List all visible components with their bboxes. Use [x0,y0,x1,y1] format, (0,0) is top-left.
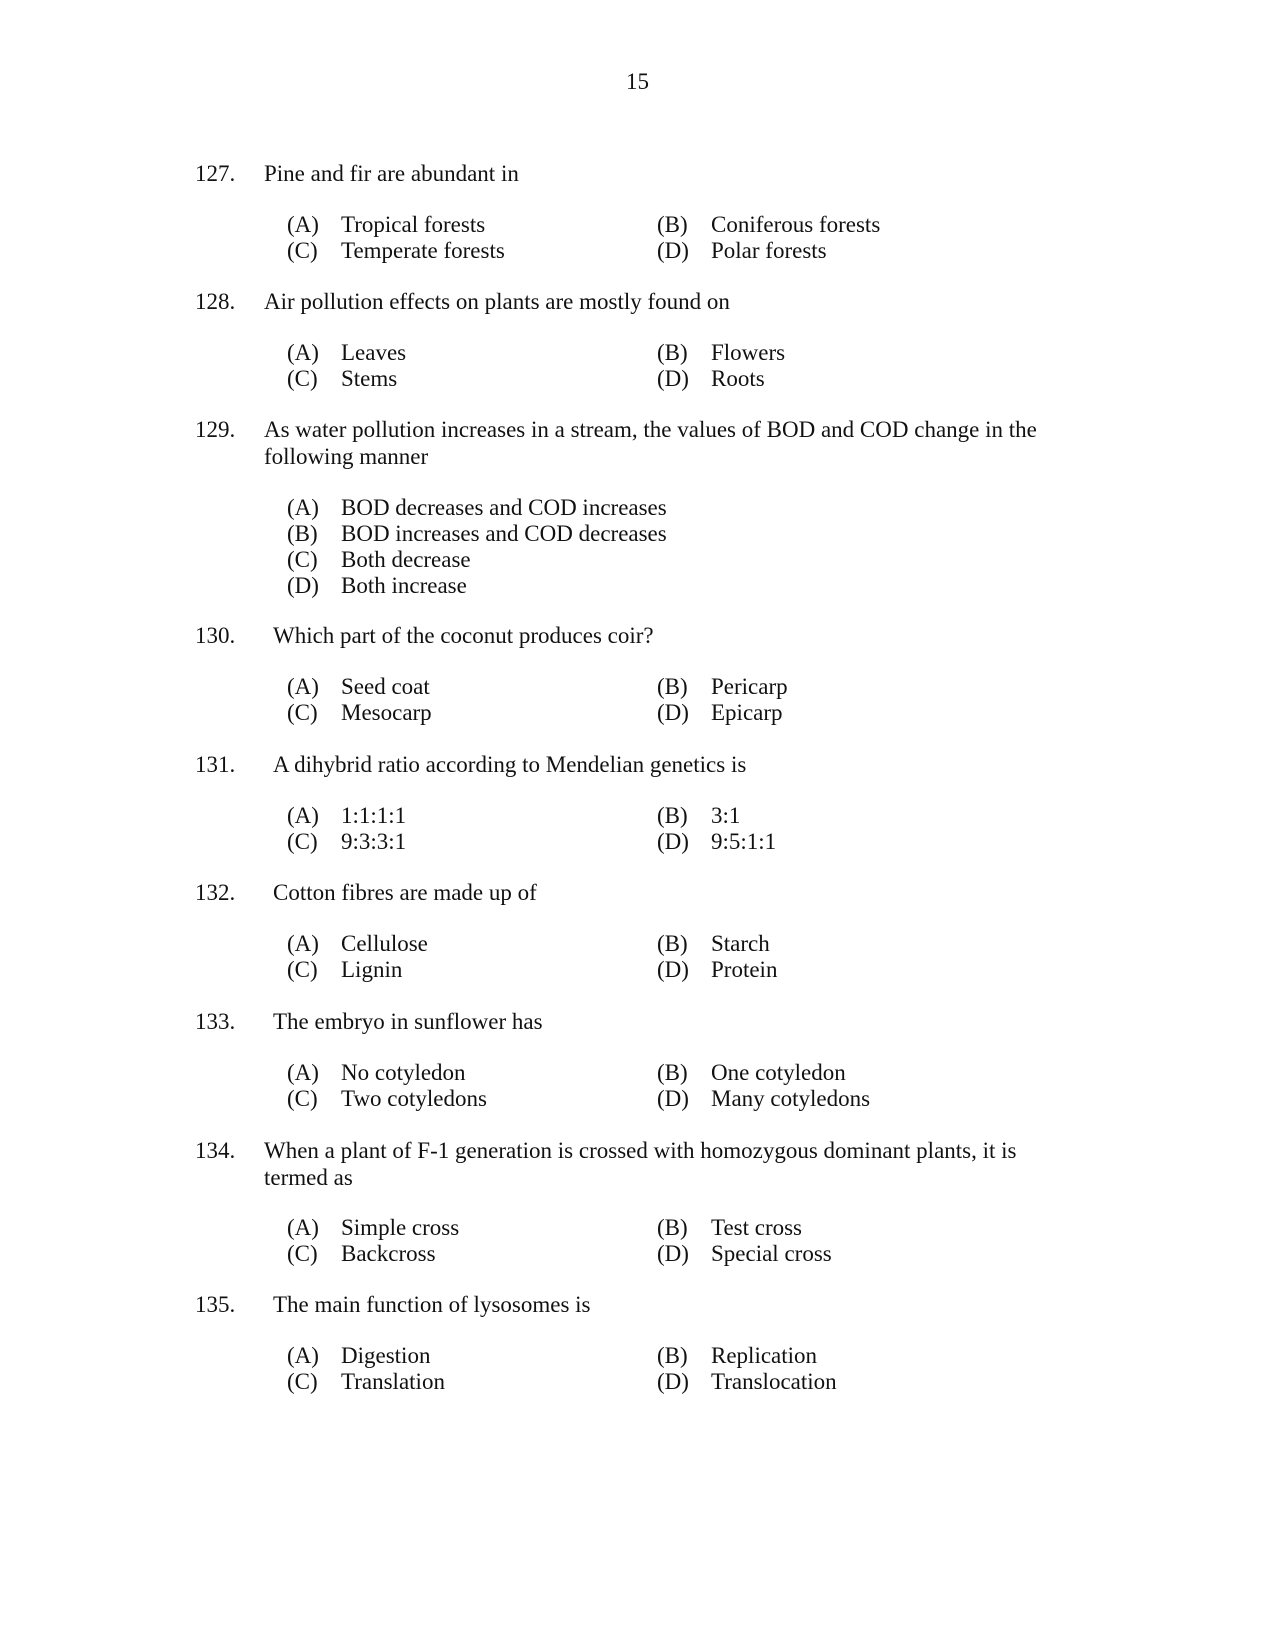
option-text: Polar forests [711,238,827,263]
option-label: (A) [287,1343,319,1368]
page-number: 15 [626,69,649,94]
question-text: A dihybrid ratio according to Mendelian genetics is [273,752,747,777]
option-text: 9:5:1:1 [711,829,777,854]
option-text: Flowers [711,340,786,365]
option-text: No cotyledon [341,1060,466,1085]
option-label: (D) [657,700,689,725]
option-text: BOD increases and COD decreases [341,521,667,546]
option-text: 9:3:3:1 [341,829,407,854]
question-number: 135. [195,1292,236,1317]
option-text: One cotyledon [711,1060,846,1085]
option-label: (B) [657,340,688,365]
option-text: BOD decreases and COD increases [341,495,667,520]
option-text: Coniferous forests [711,212,881,237]
option-label: (C) [287,957,318,982]
option-label: (D) [657,1369,689,1394]
option-text: Mesocarp [341,700,432,725]
option-text: Lignin [341,957,403,982]
option-text: Stems [341,366,398,391]
option-label: (B) [287,521,318,546]
option-text: Pericarp [711,674,788,699]
option-text: Protein [711,957,778,982]
question-text: Which part of the coconut produces coir? [273,623,654,648]
option-label: (D) [657,1086,689,1111]
question-number: 130. [195,623,236,648]
option-label: (A) [287,1215,319,1240]
option-label: (A) [287,495,319,520]
option-label: (A) [287,674,319,699]
question-text: Air pollution effects on plants are mostly found on [264,289,730,314]
option-label: (B) [657,212,688,237]
question-number: 129. [195,417,236,442]
option-label: (A) [287,340,319,365]
option-label: (C) [287,829,318,854]
option-label: (B) [657,803,688,828]
option-label: (C) [287,1241,318,1266]
option-label: (D) [657,957,689,982]
option-label: (C) [287,700,318,725]
question-text: As water pollution increases in a stream, the values of BOD and COD change in the following manner [264,417,1037,469]
option-label: (A) [287,1060,319,1085]
question-number: 134. [195,1138,236,1163]
option-text: Two cotyledons [341,1086,487,1111]
option-label: (D) [287,573,319,598]
option-label: (A) [287,931,319,956]
question-text: When a plant of F-1 generation is crossed with homozygous dominant plants, it is termed as [264,1138,1017,1190]
option-label: (A) [287,212,319,237]
option-text: Translocation [711,1369,837,1394]
option-text: Many cotyledons [711,1086,871,1111]
question-number: 128. [195,289,236,314]
option-label: (D) [657,238,689,263]
option-label: (C) [287,547,318,572]
option-label: (B) [657,1343,688,1368]
question-number: 127. [195,161,236,186]
option-label: (C) [287,1086,318,1111]
option-text: Starch [711,931,770,956]
option-text: Backcross [341,1241,436,1266]
option-label: (A) [287,803,319,828]
option-text: Special cross [711,1241,832,1266]
question-number: 133. [195,1009,236,1034]
option-text: Cellulose [341,931,428,956]
option-text: 3:1 [711,803,741,828]
option-label: (C) [287,1369,318,1394]
question-text: The embryo in sunflower has [273,1009,543,1034]
option-text: Both increase [341,573,467,598]
option-label: (C) [287,366,318,391]
question-text: The main function of lysosomes is [273,1292,591,1317]
option-text: Test cross [711,1215,803,1240]
option-text: Roots [711,366,765,391]
option-text: Leaves [341,340,407,365]
option-text: Temperate forests [341,238,505,263]
option-text: Tropical forests [341,212,486,237]
question-number: 132. [195,880,236,905]
option-text: Seed coat [341,674,430,699]
option-label: (B) [657,674,688,699]
option-label: (D) [657,1241,689,1266]
question-text: Cotton fibres are made up of [273,880,537,905]
option-text: Simple cross [341,1215,460,1240]
option-label: (B) [657,1060,688,1085]
option-text: Replication [711,1343,818,1368]
option-label: (B) [657,931,688,956]
option-text: Digestion [341,1343,431,1368]
option-label: (D) [657,366,689,391]
option-label: (D) [657,829,689,854]
option-text: Epicarp [711,700,783,725]
option-text: Translation [341,1369,445,1394]
option-label: (B) [657,1215,688,1240]
question-number: 131. [195,752,236,777]
question-text: Pine and fir are abundant in [264,161,519,186]
option-text: 1:1:1:1 [341,803,407,828]
option-label: (C) [287,238,318,263]
option-text: Both decrease [341,547,471,572]
